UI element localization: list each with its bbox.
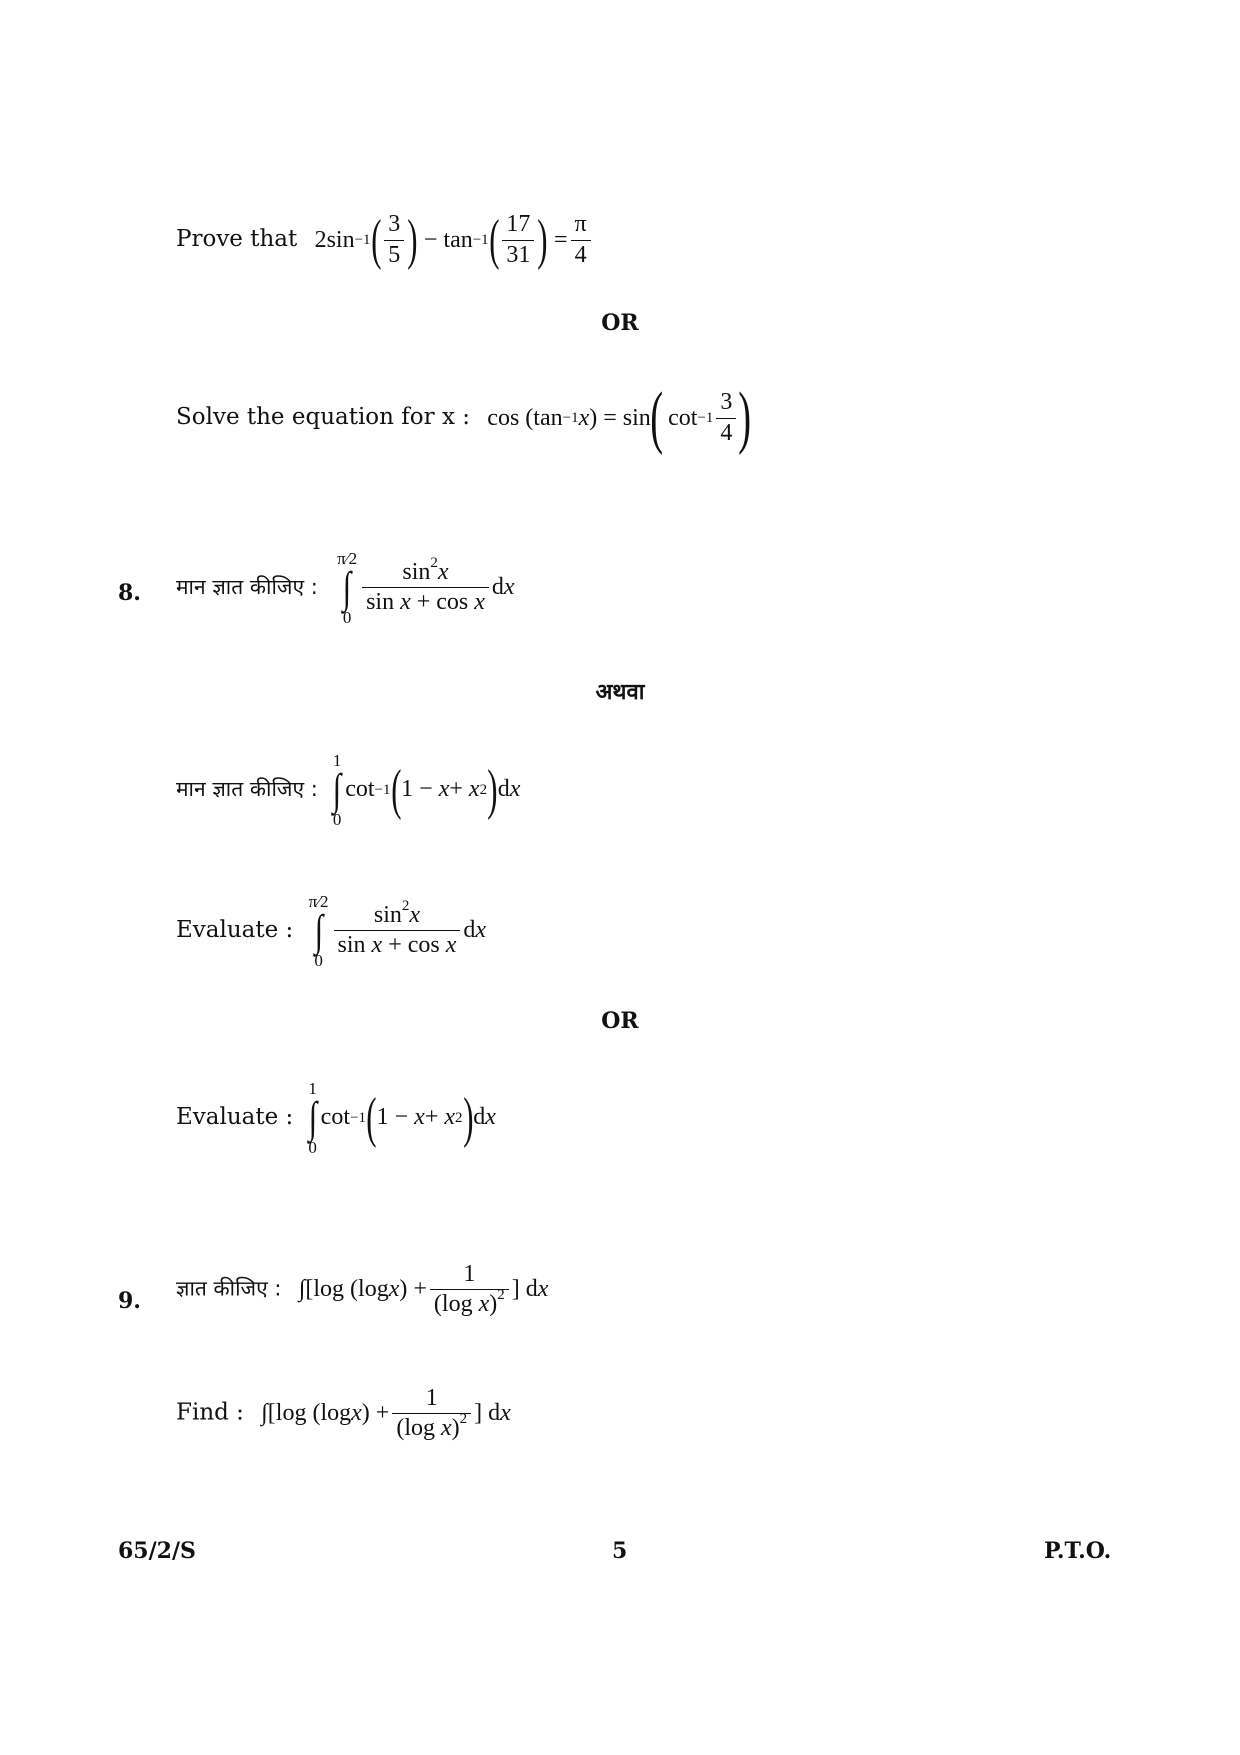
solve-formula: cos (tan −1 x ) = sin ( cot −1 3 4 ) <box>487 379 752 456</box>
or-separator-1: OR <box>601 310 639 336</box>
prove-formula: 2sin −1 ( 3 5 ) − tan −1 ( 17 31 ) = π 4 <box>315 212 594 268</box>
integral-formula-3: π⁄2 ∫ 0 $\sin^2x$ sin x + cos x d x <box>308 892 487 970</box>
integral-formula-1: π⁄2 ∫ 0 $\sin^2x$ sin x + cos x d x <box>337 549 515 627</box>
integral-formula-4: 1 ∫ 0 cot −1 ( 1 − x + x 2 ) d x <box>308 1079 496 1157</box>
hindi-evaluate-1 <box>176 550 515 626</box>
question-number-8: 8. <box>118 580 141 606</box>
question-number-9: 9. <box>118 1288 141 1314</box>
find-formula: ∫[log (log x ) + 1 (log x)$^2$ ] d x <box>261 1385 511 1442</box>
evaluate-label-2: Evaluate : <box>176 1103 294 1130</box>
evaluate-statement-2 <box>176 1080 496 1156</box>
prove-statement <box>176 209 594 271</box>
please-turn-over: P.T.O. <box>1044 1538 1112 1564</box>
find-statement <box>176 1386 511 1441</box>
hindi-evaluate-2 <box>176 752 520 828</box>
hindi-evaluate-label-2: मान ज्ञात कीजिए : <box>176 776 318 801</box>
or-separator-2: OR <box>601 1008 639 1034</box>
evaluate-label-1: Evaluate : <box>176 916 294 943</box>
paper-code: 65/2/S <box>118 1538 196 1564</box>
solve-statement <box>176 379 752 456</box>
hindi-find-label: ज्ञात कीजिए : <box>176 1276 282 1301</box>
hindi-or-separator: अथवा <box>595 680 645 705</box>
find-label: Find : <box>176 1399 244 1426</box>
hindi-find-statement <box>176 1262 548 1317</box>
page-number: 5 <box>612 1538 628 1564</box>
solve-label: Solve the equation for x : <box>176 404 470 430</box>
evaluate-statement-1 <box>176 893 486 969</box>
prove-label: Prove that <box>176 226 298 252</box>
integral-formula-2: 1 ∫ 0 cot −1 ( 1 − x + x 2 ) d x <box>332 751 521 829</box>
find-formula-hindi: ∫[log (log x ) + 1 (log x)$^2$ ] d x <box>298 1261 549 1318</box>
hindi-evaluate-label-1: मान ज्ञात कीजिए : <box>176 574 318 599</box>
